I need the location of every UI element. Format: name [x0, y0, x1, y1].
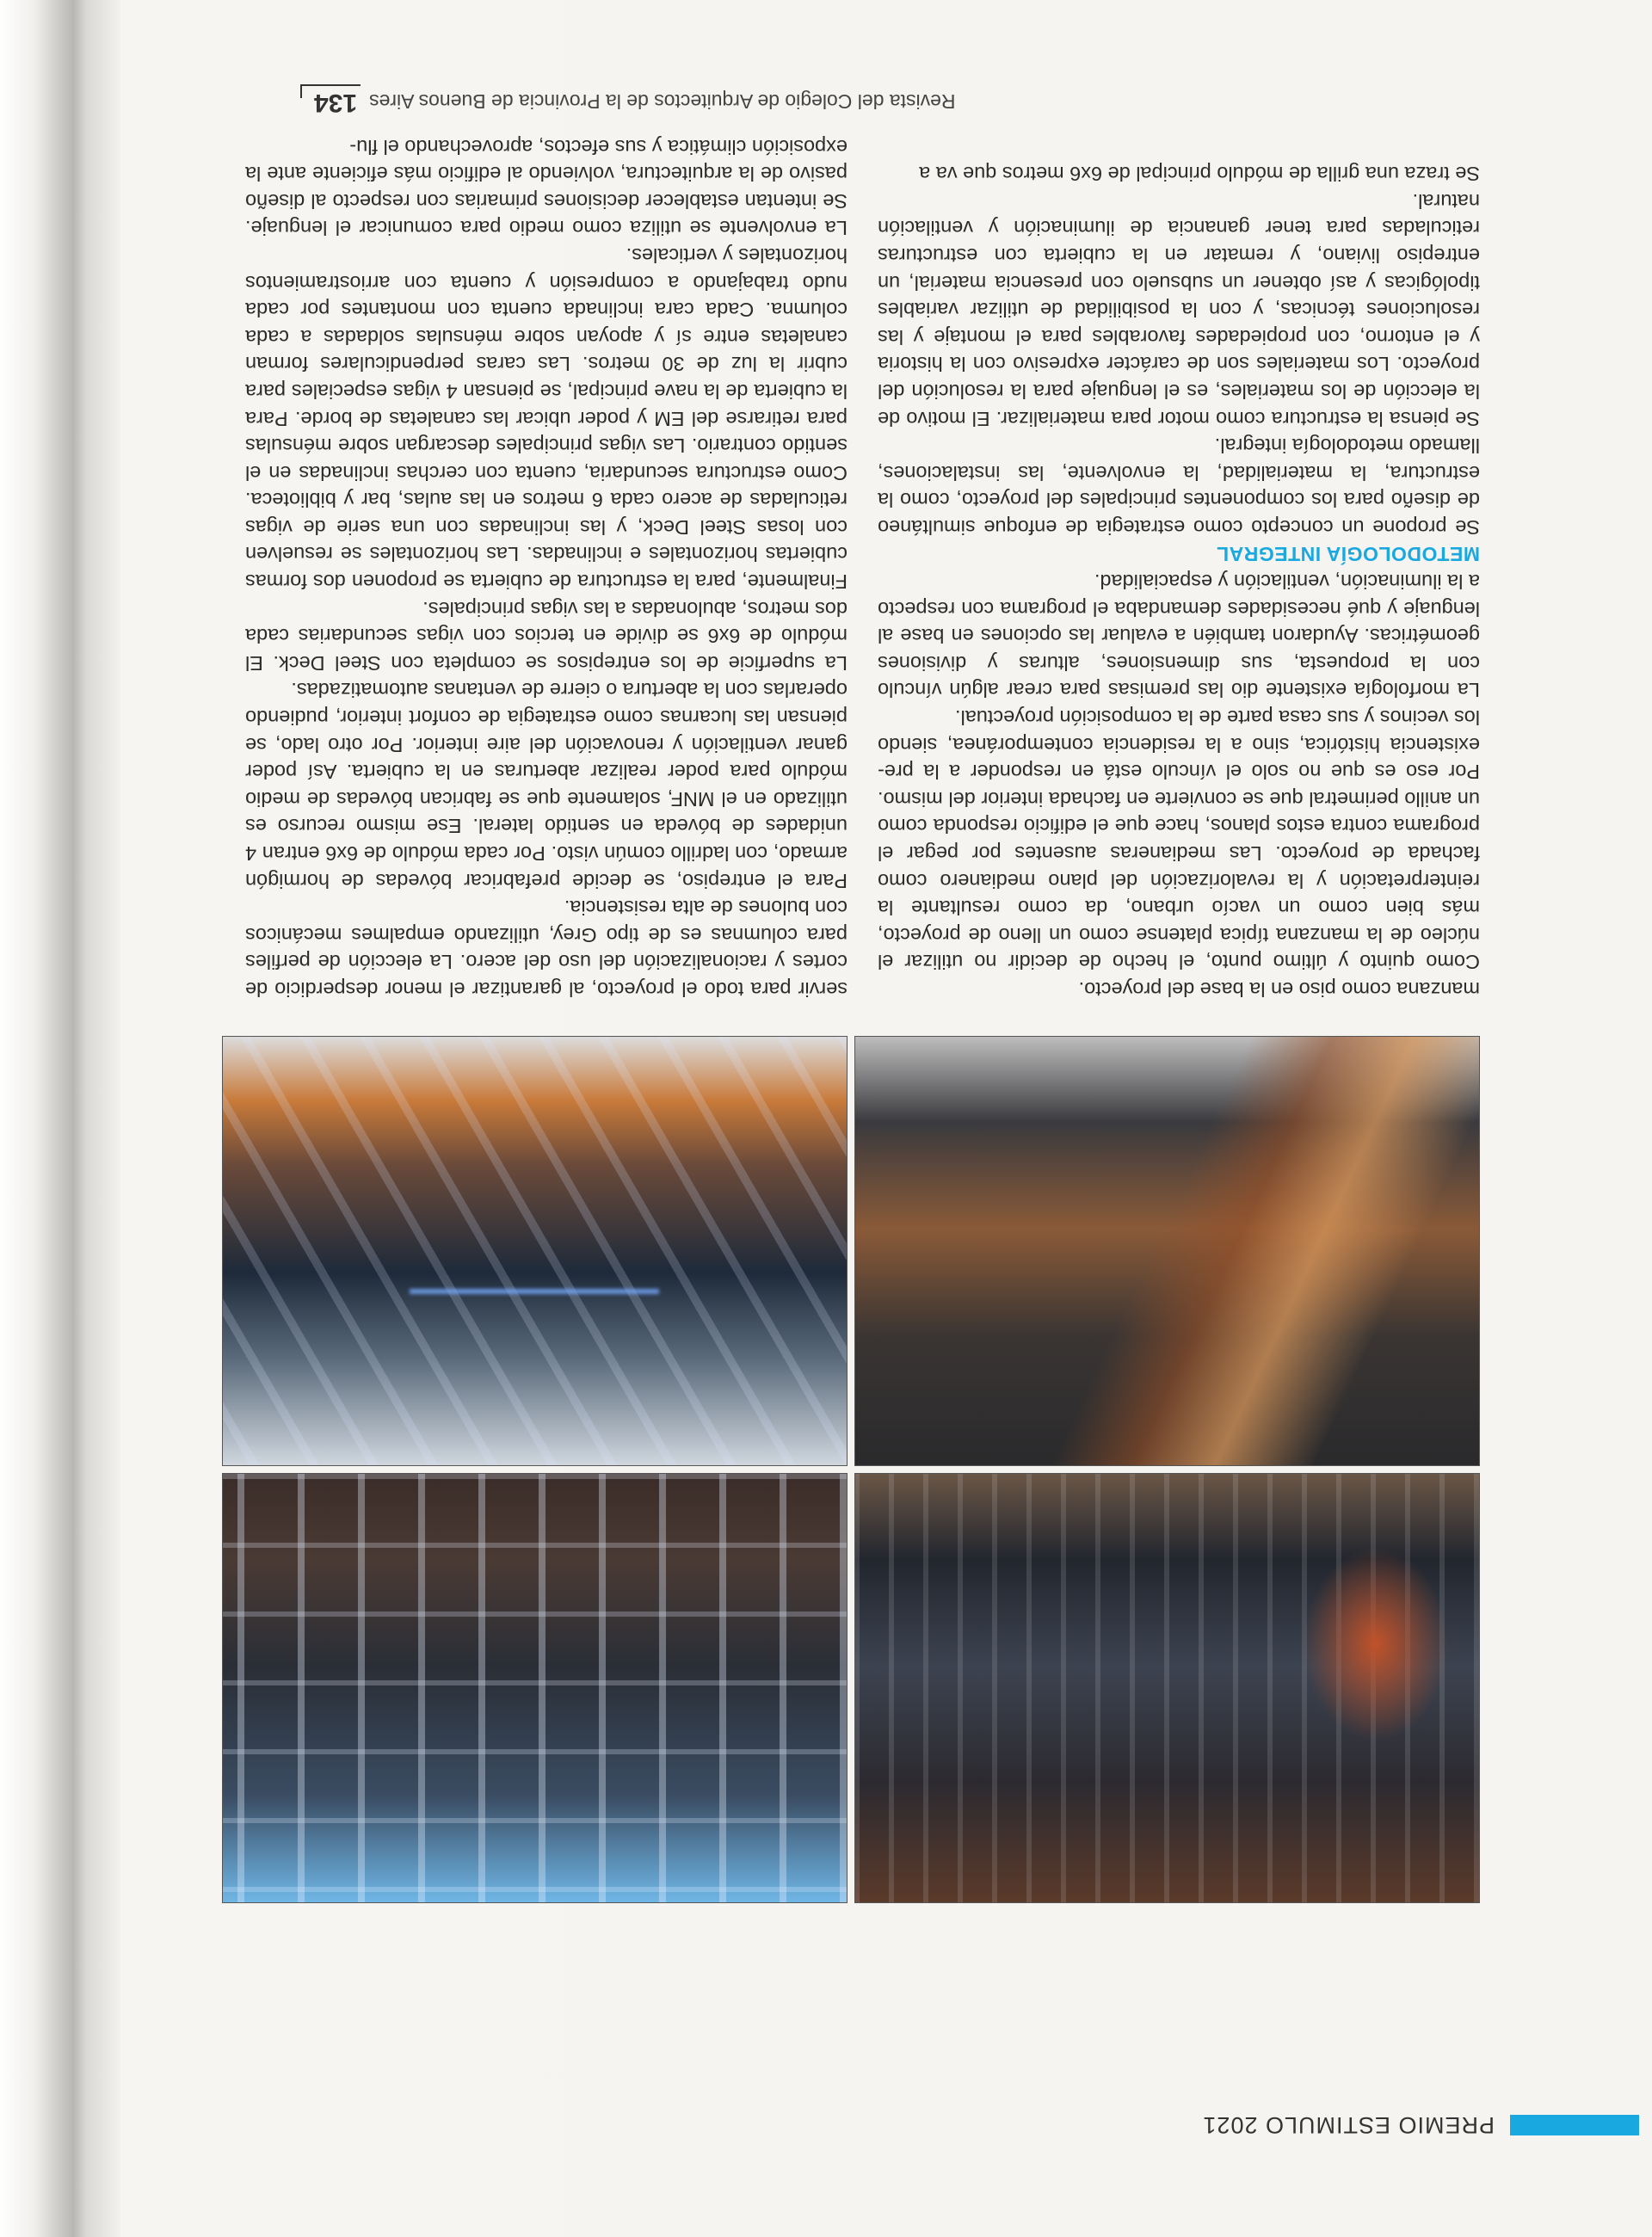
paragraph: Se propone un concepto como estrategia de enfoque simultáneo de diseño para los componentes principales del proyecto, como la estructura, la materialidad, la envolvente, las instalaciones, llamado metodología integral. [878, 434, 1480, 539]
footer-tick [300, 84, 302, 98]
section-heading: METODOLOGÍA INTEGRAL [1216, 543, 1480, 566]
paragraph: La morfología existente dio las premisas para crear algún vínculo con la propuesta, sus dimensiones, alturas y divisiones geométricas. Ayudaron también a evaluar las opciones en base al lenguaje y qué necesidades demandaba el programa con respecto a la iluminación, ventilación y espacialidad. [878, 570, 1480, 702]
book-spine-shadow [0, 0, 120, 2237]
page-footer [314, 88, 956, 117]
header-accent-bar [1510, 2115, 1639, 2135]
text-column-left [878, 160, 1480, 1002]
paragraph: servir para todo el proyecto, al garantizar el menor desperdicio de cortes y racionalización del uso del acero. La elección de perfiles para columnas es de tipo Grey, utilizando empalmes mecánicos con bulones de alta resistencia. [245, 897, 848, 1001]
photo-glass-facade [222, 1473, 848, 1903]
page-number: 134 [314, 89, 358, 117]
photo-light-strip [410, 1289, 660, 1294]
paragraph: Como quinto y último punto, el hecho de decidir no utilizar el núcleo de la manzana típica platense como un lleno de proyecto, más bien como un vacío urbano, da como resultante la reinterpretación y la revalorización del plano medianero como fachada de proyecto. Las medianeras ausentes por pegar el programa contra estos planos, hace que el edificio responda como un anillo perimetral que se convierte en fachada interior del mismo. Por eso es que no solo el vínculo está en responder a la pre-existencia histórica, sino a la residencia contemporánea, siendo los vecinos y sus casa parte de la composición proyectual. [878, 706, 1480, 974]
photo-brick-volume [854, 1036, 1480, 1466]
photo-atrium-tree [854, 1473, 1480, 1903]
journal-name: Revista del Colegio de Arquitectos de la Provincia de Buenos Aires [369, 90, 956, 113]
paragraph: Se traza una grilla de módulo principal de 6x6 metros que va a [919, 163, 1480, 186]
photo-grid [224, 1034, 1480, 1903]
paragraph: manzana como piso en la base del proyecto. [1078, 978, 1480, 1001]
paragraph: Para el entrepiso, se decide prefabricar bóvedas de hormigón armado, con ladrillo común visto. Por cada módulo de 6x6 entran 4 unidades de bóveda en sentido lateral. Ese mismo recurso es utilizado en el MNF, solamente que se fabrican bóvedas de medio módulo para poder realizar aberturas en la cubierta. Así poder ganar ventilación y renovación del aire interior. Por otro lado, se piensan las lucarnas como estrategia de confort interior, pudiendo operarlas con la abertura o cierre de ventanas automatizadas. [245, 679, 848, 892]
magazine-page [129, 0, 1652, 2237]
paragraph: La envolvente se utiliza como medio para comunicar el lenguaje. Se intentan establecer decisiones primarias con respecto al diseño pasivo de la arquitectura, volviendo al edificio más eficiente ante la exposición climática y sus efectos, aprovechando el flu- [245, 135, 848, 240]
section-header [1202, 2112, 1639, 2139]
photo-roof-structure [222, 1036, 848, 1466]
footer-rule [300, 84, 361, 86]
text-column-right [245, 132, 848, 1002]
paragraph: La superficie de los entrepisos se completa con Steel Deck. El módulo de 6x6 se divide en tercios con vigas secundarias cada dos metros, abulonadas a las vigas principales. [245, 597, 848, 675]
paragraph: Se piensa la estructura como motor para materializar. El motivo de la elección de los materiales, es el lenguaje para la resolución del proyecto. Los materiales son de carácter expresivo con la historia y el entorno, con propiedades favorables para el montaje y las resoluciones técnicas, y con la posibilidad de utilizar variables tipológicas y así obtener un subsuelo con presencia material, un entrepiso liviano, y rematar en la cubierta con estructuras reticuladas para tener ganancia de iluminación y ventilación natural. [878, 189, 1480, 430]
paragraph: Finalmente, para la estructura de cubierta se proponen dos formas cubiertas horizontales e inclinadas. Las horizontales se resuelven con losas Steel Deck, y las inclinadas con una serie de vigas reticuladas de acero cada 6 metros en las aulas, bar y biblioteca. Como estructura secundaria, cuenta con cerchas inclinadas en el sentido contrario. Las vigas principales descargan sobre ménsulas para retirarse del EM y poder ubicar las canaletas de borde. Para la cubierta de la nave principal, se piensan 4 vigas especiales para cubrir la luz de 30 metros. Las caras perpendiculares forman canaletas entre sí y apoyan sobre ménsulas soldadas a cada columna. Cada cara inclinada cuenta con montantes por cada nudo trabajando a compresión y cuenta con arriostramientos horizontales y verticales. [245, 243, 848, 594]
section-title: PREMIO ESTIMULO 2021 [1202, 2112, 1495, 2139]
